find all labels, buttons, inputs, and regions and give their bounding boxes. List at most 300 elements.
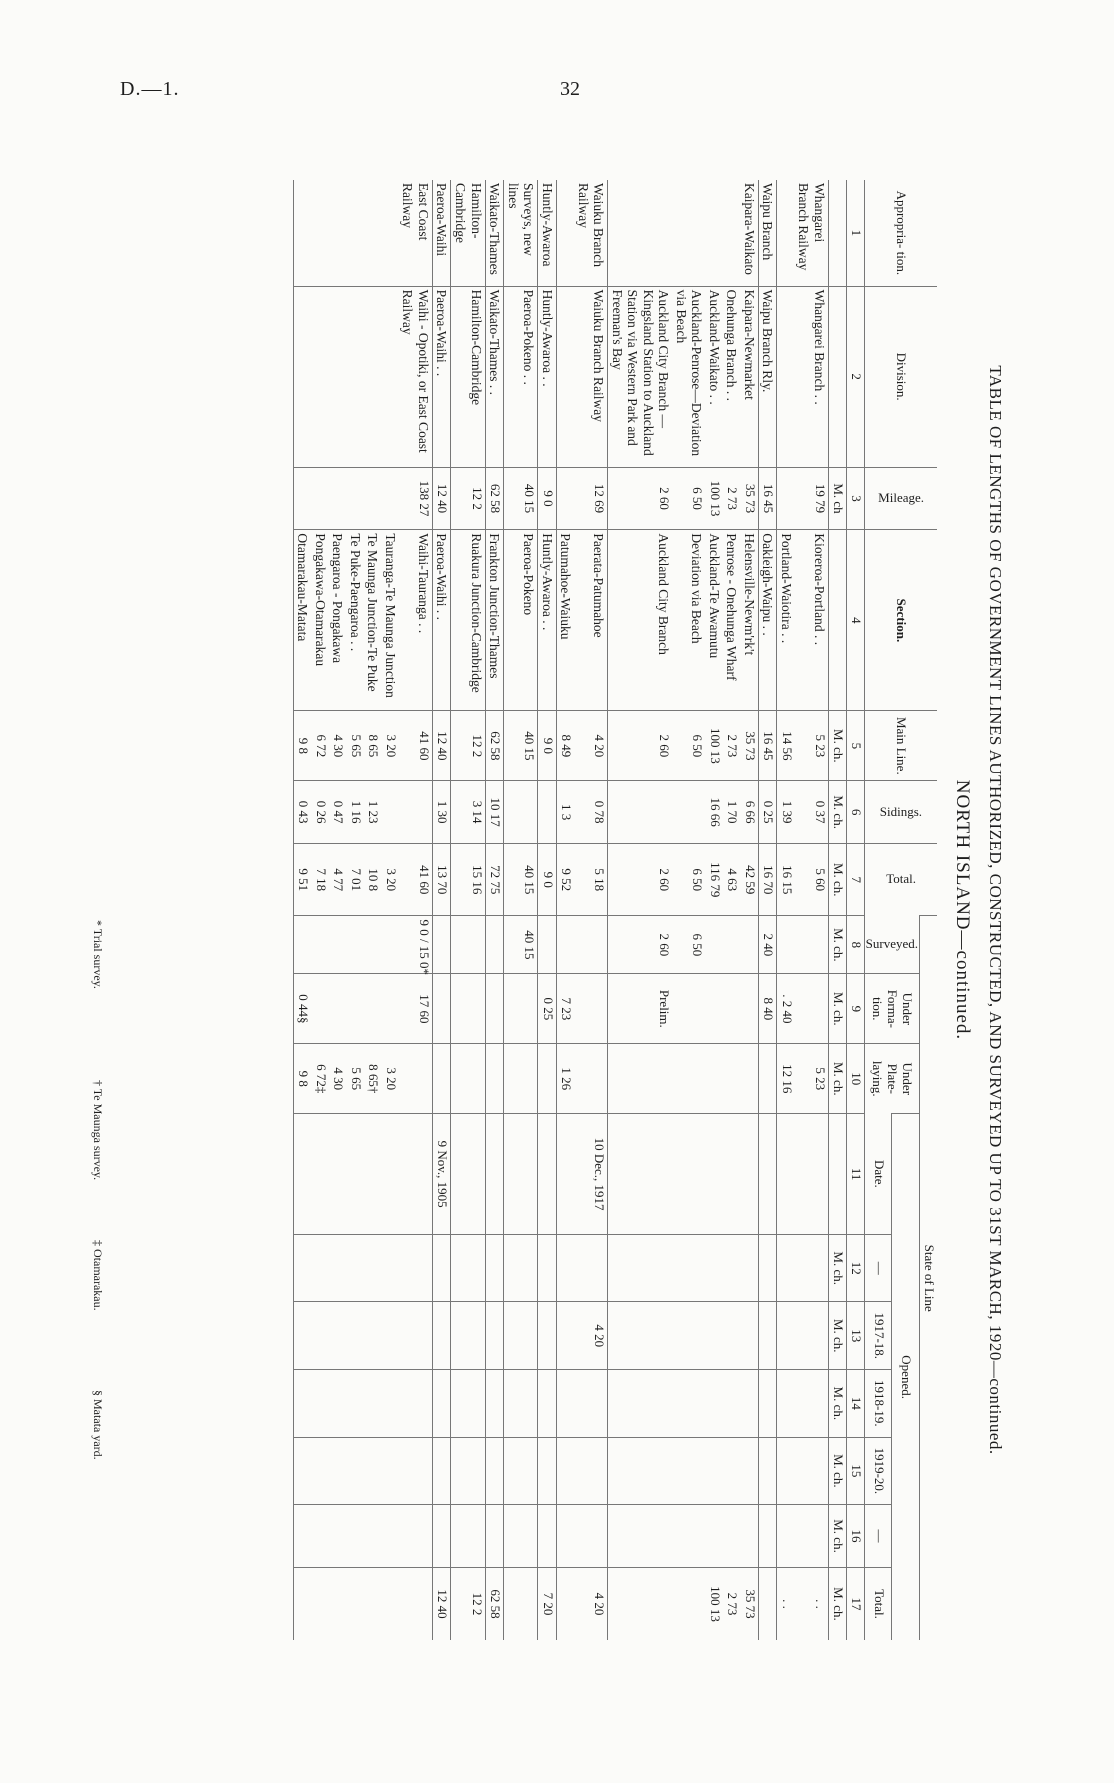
table-cell: 16 15 bbox=[777, 844, 795, 916]
table-cell bbox=[329, 1302, 347, 1370]
header-sidings: Sidings. bbox=[864, 781, 937, 844]
column-number: 15 bbox=[846, 1437, 864, 1505]
table-cell: 4 20 bbox=[574, 1567, 608, 1640]
table-cell bbox=[504, 1302, 538, 1370]
column-number: 5 bbox=[846, 711, 864, 781]
table-cell bbox=[432, 974, 451, 1044]
table-cell bbox=[485, 1302, 504, 1370]
table-row bbox=[381, 180, 399, 1640]
table-cell bbox=[329, 1437, 347, 1505]
table-cell: 6 50 bbox=[672, 916, 705, 974]
table-cell bbox=[672, 1505, 705, 1568]
unit-cell: M. ch. bbox=[828, 781, 846, 844]
table-cell: Huntly-Awaroa . . bbox=[538, 530, 557, 711]
table-row bbox=[329, 180, 347, 1640]
table-cell bbox=[672, 1302, 705, 1370]
table-cell: 12 16 bbox=[777, 1044, 795, 1114]
table-cell bbox=[705, 1114, 723, 1235]
table-cell bbox=[705, 180, 723, 286]
table-cell: 16 45 bbox=[758, 711, 777, 781]
table-cell bbox=[346, 974, 364, 1044]
table-cell bbox=[723, 180, 741, 286]
table-cell bbox=[451, 974, 485, 1044]
table-cell bbox=[723, 1234, 741, 1302]
table-cell bbox=[364, 467, 382, 530]
table-cell bbox=[608, 1567, 673, 1640]
table-cell bbox=[346, 916, 364, 974]
table-cell bbox=[432, 1044, 451, 1114]
table-cell: Huntly-Awaroa . . bbox=[538, 286, 557, 467]
table-cell bbox=[672, 180, 705, 286]
table-cell bbox=[758, 1302, 777, 1370]
unit-cell: M. ch. bbox=[828, 1044, 846, 1114]
table-cell bbox=[504, 1505, 538, 1568]
table-cell bbox=[556, 916, 574, 974]
table-cell bbox=[346, 1234, 364, 1302]
table-cell: 1 26 bbox=[556, 1044, 574, 1114]
table-cell bbox=[538, 1437, 557, 1505]
table-cell: 35 73 bbox=[740, 467, 758, 530]
table-cell bbox=[608, 1370, 673, 1438]
table-cell bbox=[364, 180, 382, 286]
table-cell bbox=[381, 1505, 399, 1568]
table-cell: 7 01 bbox=[346, 844, 364, 916]
table-cell: 0 43 bbox=[293, 781, 311, 844]
table-cell bbox=[329, 1370, 347, 1438]
table-cell: 7 20 bbox=[538, 1567, 557, 1640]
table-cell: 13 70 bbox=[432, 844, 451, 916]
table-cell bbox=[705, 1234, 723, 1302]
table-cell: Helensville-Newm'rk't bbox=[740, 530, 758, 711]
table-cell bbox=[504, 1234, 538, 1302]
table-cell: 0 47 bbox=[329, 781, 347, 844]
table-row bbox=[399, 180, 433, 1640]
table-cell bbox=[432, 1437, 451, 1505]
header-1918: 1918-19. bbox=[864, 1370, 892, 1438]
table-cell bbox=[723, 974, 741, 1044]
table-cell bbox=[399, 1567, 433, 1640]
table-cell bbox=[399, 1370, 433, 1438]
table-cell bbox=[364, 974, 382, 1044]
table-cell bbox=[574, 1437, 608, 1505]
table-cell bbox=[723, 1437, 741, 1505]
header-mileage: Mileage. bbox=[864, 467, 937, 530]
table-cell: 15 16 bbox=[451, 844, 485, 916]
table-cell bbox=[381, 974, 399, 1044]
table-cell bbox=[723, 1505, 741, 1568]
unit-cell: M. ch bbox=[828, 467, 846, 530]
unit-cell: M. ch. bbox=[828, 844, 846, 916]
footnote-3: ‡ Otamarakau. bbox=[91, 1240, 105, 1311]
table-row bbox=[574, 180, 608, 1640]
table-cell: 1 3 bbox=[556, 781, 574, 844]
table-cell bbox=[311, 1567, 329, 1640]
table-cell bbox=[795, 1437, 829, 1505]
table-cell bbox=[672, 1114, 705, 1235]
table-cell bbox=[556, 1505, 574, 1568]
table-cell bbox=[608, 781, 673, 844]
table-cell bbox=[556, 1567, 574, 1640]
table-cell: 10 8 bbox=[364, 844, 382, 916]
table-cell: 41 60 bbox=[399, 711, 433, 781]
header-dash-2: — bbox=[864, 1505, 892, 1568]
table-cell bbox=[672, 1044, 705, 1114]
table-cell bbox=[432, 1370, 451, 1438]
table-row bbox=[777, 180, 795, 1640]
table-cell bbox=[538, 916, 557, 974]
table-cell: Paeroa-Waihi . . bbox=[432, 530, 451, 711]
table-cell: 12 40 bbox=[432, 711, 451, 781]
table-cell: 4 20 bbox=[574, 1302, 608, 1370]
table-row bbox=[538, 180, 557, 1640]
table-cell: 9 0 bbox=[538, 711, 557, 781]
table-cell bbox=[608, 1302, 673, 1370]
header-main-line: Main Line. bbox=[864, 711, 937, 781]
table-cell: Paeroa-Waihi bbox=[432, 180, 451, 286]
table-cell: Kaipara-Newmarket bbox=[740, 286, 758, 467]
table-cell: Waipu Branch Rly. bbox=[758, 286, 777, 467]
header-under-platelaying: Under Plate- laying. bbox=[864, 1044, 919, 1114]
table-cell bbox=[329, 1567, 347, 1640]
table-cell bbox=[777, 286, 795, 467]
table-cell bbox=[346, 286, 364, 467]
table-cell bbox=[364, 1370, 382, 1438]
table-cell: 40 15 bbox=[504, 467, 538, 530]
table-cell: . 2 40 bbox=[777, 974, 795, 1044]
table-cell: 16 45 bbox=[758, 467, 777, 530]
table-row bbox=[705, 180, 723, 1640]
table-cell: 0 44§ bbox=[293, 974, 311, 1044]
table-cell: 40 15 bbox=[504, 916, 538, 974]
table-cell: . . bbox=[795, 1567, 829, 1640]
table-cell bbox=[758, 1234, 777, 1302]
table-cell: Paeroa-Waihi . . bbox=[432, 286, 451, 467]
table-cell bbox=[485, 1437, 504, 1505]
table-cell: 12 2 bbox=[451, 467, 485, 530]
table-cell: 10 17 bbox=[485, 781, 504, 844]
table-cell bbox=[311, 467, 329, 530]
table-cell bbox=[346, 180, 364, 286]
table-cell bbox=[329, 1234, 347, 1302]
table-cell bbox=[777, 1302, 795, 1370]
table-cell bbox=[311, 1437, 329, 1505]
table-cell bbox=[432, 916, 451, 974]
table-cell: Auckland-Waikato . . bbox=[705, 286, 723, 467]
table-cell bbox=[364, 1567, 382, 1640]
table-cell: 3 20 bbox=[381, 711, 399, 781]
table-cell bbox=[311, 916, 329, 974]
table-cell bbox=[451, 1505, 485, 1568]
column-number: 9 bbox=[846, 974, 864, 1044]
table-cell bbox=[381, 781, 399, 844]
table-cell bbox=[538, 1044, 557, 1114]
table-cell: 3 20 bbox=[381, 1044, 399, 1114]
table-cell: Waiuku Branch Railway bbox=[574, 286, 608, 467]
table-cell bbox=[399, 1505, 433, 1568]
table-cell: Deviation via Beach bbox=[672, 530, 705, 711]
table-cell: 17 60 bbox=[399, 974, 433, 1044]
table-cell bbox=[311, 1114, 329, 1235]
table-cell bbox=[608, 1505, 673, 1568]
table-cell bbox=[574, 974, 608, 1044]
table-cell bbox=[504, 1114, 538, 1235]
table-cell bbox=[399, 1114, 433, 1235]
table-cell bbox=[795, 1370, 829, 1438]
table-cell: 0 78 bbox=[574, 781, 608, 844]
table-cell bbox=[556, 1437, 574, 1505]
table-row bbox=[364, 180, 382, 1640]
table-cell bbox=[758, 1437, 777, 1505]
table-cell bbox=[504, 1437, 538, 1505]
table-cell bbox=[723, 1044, 741, 1114]
table-cell bbox=[795, 1302, 829, 1370]
table-cell: Auckland City Branch —Kingsland Station to Auckland Station via Western Park and Freeman's Bay bbox=[608, 286, 673, 467]
table-cell: Surveys, new lines bbox=[504, 180, 538, 286]
table-cell bbox=[381, 1234, 399, 1302]
table-cell: 2 60 bbox=[608, 844, 673, 916]
table-cell bbox=[346, 1114, 364, 1235]
table-cell bbox=[364, 1234, 382, 1302]
table-cell bbox=[293, 180, 311, 286]
header-opened-total: Total. bbox=[864, 1567, 892, 1640]
table-cell bbox=[329, 1505, 347, 1568]
table-cell bbox=[364, 916, 382, 974]
table-cell bbox=[777, 1437, 795, 1505]
table-cell bbox=[329, 974, 347, 1044]
table-cell bbox=[293, 1437, 311, 1505]
table-cell bbox=[485, 1114, 504, 1235]
table-cell: 35 73 bbox=[740, 1567, 758, 1640]
table-cell bbox=[504, 1567, 538, 1640]
table-cell: 2 60 bbox=[608, 711, 673, 781]
table-cell: East Coast Railway bbox=[399, 180, 433, 286]
table-cell: Waipu Branch bbox=[758, 180, 777, 286]
table-cell bbox=[705, 916, 723, 974]
table-row bbox=[451, 180, 485, 1640]
table-cell: 62 58 bbox=[485, 1567, 504, 1640]
table-cell bbox=[758, 1567, 777, 1640]
table-cell: 138 27 bbox=[399, 467, 433, 530]
table-cell: Auckland-Penrose—Deviation via Beach bbox=[672, 286, 705, 467]
table-row bbox=[432, 180, 451, 1640]
table-cell bbox=[451, 1302, 485, 1370]
table-cell: 5 65 bbox=[346, 1044, 364, 1114]
table-cell bbox=[329, 286, 347, 467]
column-number: 10 bbox=[846, 1044, 864, 1114]
unit-cell bbox=[828, 286, 846, 467]
table-cell: 1 70 bbox=[723, 781, 741, 844]
table-cell bbox=[451, 1437, 485, 1505]
table-cell bbox=[504, 781, 538, 844]
table-cell: 1 39 bbox=[777, 781, 795, 844]
table-cell: 9 8 bbox=[293, 1044, 311, 1114]
table-cell bbox=[381, 1370, 399, 1438]
table-cell: 5 23 bbox=[795, 1044, 829, 1114]
unit-cell: M. ch. bbox=[828, 1567, 846, 1640]
table-cell bbox=[451, 916, 485, 974]
table-cell bbox=[705, 1505, 723, 1568]
table-cell: 5 18 bbox=[574, 844, 608, 916]
header-division: Division. bbox=[864, 286, 937, 467]
header-opened: Opened. bbox=[892, 1114, 920, 1640]
table-cell: 4 30 bbox=[329, 711, 347, 781]
table-cell bbox=[485, 1505, 504, 1568]
table-cell bbox=[740, 1437, 758, 1505]
table-cell: 35 73 bbox=[740, 711, 758, 781]
table-cell bbox=[381, 916, 399, 974]
table-cell bbox=[777, 1505, 795, 1568]
table-cell bbox=[346, 1437, 364, 1505]
table-cell bbox=[740, 1505, 758, 1568]
table-cell bbox=[293, 1114, 311, 1235]
table-cell bbox=[293, 286, 311, 467]
table-cell: 1 16 bbox=[346, 781, 364, 844]
table-cell: 1 23 bbox=[364, 781, 382, 844]
table-cell bbox=[381, 1302, 399, 1370]
table-cell: 9 8 bbox=[293, 711, 311, 781]
table-cell bbox=[451, 1044, 485, 1114]
table-cell: 19 79 bbox=[795, 467, 829, 530]
page-ref: D.—1. bbox=[120, 78, 180, 100]
table-cell: 5 65 bbox=[346, 711, 364, 781]
table-cell: Penrose - Onehunga Wharf bbox=[723, 530, 741, 711]
table-cell bbox=[485, 974, 504, 1044]
table-cell bbox=[399, 1234, 433, 1302]
table-cell bbox=[758, 1044, 777, 1114]
table-cell: 3 20 bbox=[381, 844, 399, 916]
table-cell bbox=[293, 916, 311, 974]
table-cell bbox=[399, 1437, 433, 1505]
table-cell: Ruakura Junction-Cambridge bbox=[451, 530, 485, 711]
table-cell bbox=[705, 1437, 723, 1505]
table-cell bbox=[346, 1505, 364, 1568]
table-cell bbox=[574, 1234, 608, 1302]
header-1917: 1917-18. bbox=[864, 1302, 892, 1370]
column-number: 6 bbox=[846, 781, 864, 844]
table-cell bbox=[432, 1302, 451, 1370]
table-cell: Hamilton-Cambridge bbox=[451, 180, 485, 286]
table-cell bbox=[293, 1505, 311, 1568]
table-cell: Auckland City Branch bbox=[608, 530, 673, 711]
table-cell: 3 14 bbox=[451, 781, 485, 844]
table-cell: 1 30 bbox=[432, 781, 451, 844]
table-cell bbox=[346, 1370, 364, 1438]
table-cell: 9 0 bbox=[538, 844, 557, 916]
table-cell: 0 37 bbox=[795, 781, 829, 844]
footnote-1: * Trial survey. bbox=[91, 920, 105, 989]
table-cell bbox=[777, 916, 795, 974]
table-cell: 100 13 bbox=[705, 711, 723, 781]
table-cell: 12 40 bbox=[432, 467, 451, 530]
table-cell: 2 73 bbox=[723, 711, 741, 781]
column-number: 7 bbox=[846, 844, 864, 916]
table-cell bbox=[451, 1234, 485, 1302]
table-cell: 42 59 bbox=[740, 844, 758, 916]
column-number: 4 bbox=[846, 530, 864, 711]
table-cell: 10 Dec., 1917 bbox=[574, 1114, 608, 1235]
table-cell: 100 13 bbox=[705, 467, 723, 530]
table-cell: 62 58 bbox=[485, 711, 504, 781]
table-cell: 0 26 bbox=[311, 781, 329, 844]
table-cell bbox=[740, 1302, 758, 1370]
table-cell: 8 49 bbox=[556, 711, 574, 781]
table-cell bbox=[672, 1437, 705, 1505]
header-appropriation: Appropria- tion. bbox=[864, 180, 937, 286]
table-cell bbox=[740, 1234, 758, 1302]
table-cell bbox=[399, 1044, 433, 1114]
table-cell bbox=[556, 1114, 574, 1235]
table-row bbox=[758, 180, 777, 1640]
table-cell: 6 50 bbox=[672, 844, 705, 916]
table-cell: 2 40 bbox=[758, 916, 777, 974]
table-cell bbox=[672, 781, 705, 844]
table-cell: 12 2 bbox=[451, 1567, 485, 1640]
table-cell: 8 65† bbox=[364, 1044, 382, 1114]
table-cell bbox=[364, 1437, 382, 1505]
table-cell bbox=[538, 1505, 557, 1568]
table-cell bbox=[672, 1234, 705, 1302]
table-cell: Te Puke-Paengaroa . . bbox=[346, 530, 364, 711]
table-cell: Hamilton-Cambridge bbox=[451, 286, 485, 467]
header-surveyed: Surveyed. bbox=[864, 916, 919, 974]
table-cell: 100 13 bbox=[705, 1567, 723, 1640]
table-cell bbox=[574, 1370, 608, 1438]
table-cell: 9 51 bbox=[293, 844, 311, 916]
table-cell bbox=[346, 1567, 364, 1640]
table-cell: 5 60 bbox=[795, 844, 829, 916]
table-cell bbox=[758, 1370, 777, 1438]
table-cell: 4 30 bbox=[329, 1044, 347, 1114]
unit-cell: M. ch. bbox=[828, 974, 846, 1044]
table-cell: Patumahoe-Waiuku bbox=[556, 530, 574, 711]
table-cell bbox=[538, 1302, 557, 1370]
unit-cell: M. ch. bbox=[828, 1505, 846, 1568]
unit-cell: M. ch. bbox=[828, 1437, 846, 1505]
table-cell bbox=[608, 1114, 673, 1235]
table-cell bbox=[777, 180, 795, 286]
column-number: 11 bbox=[846, 1114, 864, 1235]
table-cell bbox=[740, 1044, 758, 1114]
column-number: 8 bbox=[846, 916, 864, 974]
header-total: Total. bbox=[864, 844, 937, 916]
table-cell: Kaipara-Waikato bbox=[740, 180, 758, 286]
unit-cell bbox=[828, 180, 846, 286]
table-cell bbox=[777, 1370, 795, 1438]
table-cell: Whangarei Branch . . bbox=[795, 286, 829, 467]
table-cell: 4 63 bbox=[723, 844, 741, 916]
rotated-table-sheet bbox=[75, 180, 1005, 1640]
table-cell bbox=[795, 1505, 829, 1568]
table-cell bbox=[777, 467, 795, 530]
table-cell bbox=[740, 1114, 758, 1235]
table-row bbox=[723, 180, 741, 1640]
header-state-of-line: State of Line bbox=[920, 916, 937, 1640]
table-cell bbox=[556, 286, 574, 467]
table-cell: 14 56 bbox=[777, 711, 795, 781]
table-cell: 4 20 bbox=[574, 711, 608, 781]
table-cell bbox=[346, 467, 364, 530]
table-row bbox=[311, 180, 329, 1640]
table-row bbox=[740, 180, 758, 1640]
table-cell bbox=[795, 1114, 829, 1235]
table-cell bbox=[740, 916, 758, 974]
lengths-table bbox=[293, 180, 937, 1640]
header-1919: 1919-20. bbox=[864, 1437, 892, 1505]
footnote-2: † Te Maunga survey. bbox=[91, 1080, 105, 1181]
table-cell bbox=[504, 1044, 538, 1114]
table-cell: 12 69 bbox=[574, 467, 608, 530]
column-number: 12 bbox=[846, 1234, 864, 1302]
